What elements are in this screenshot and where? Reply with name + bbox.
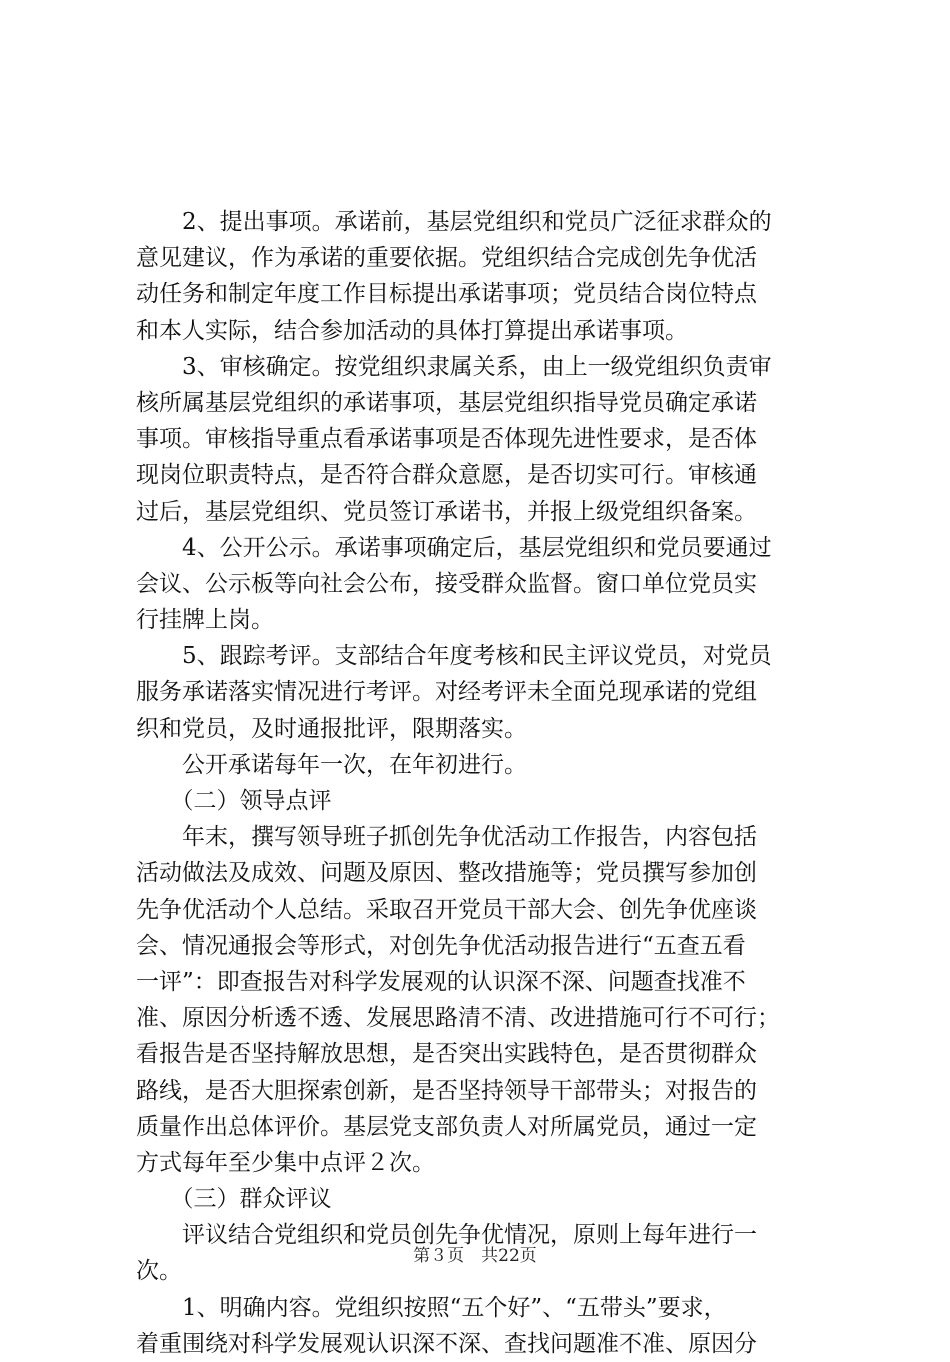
text-line: 4、公开公示。承诺事项确定后，基层党组织和党员要通过 [136,534,772,561]
text-line: 准、原因分析透不透、发展思路清不清、改进措施可行不可行； [136,1005,780,1032]
text-line: 和本人实际，结合参加活动的具体打算提出承诺事项。 [136,317,688,344]
text-line: 事项。审核指导重点看承诺事项是否体现先进性要求，是否体 [136,426,757,453]
text-line: 现岗位职责特点，是否符合群众意愿，是否切实可行。审核通 [136,462,757,489]
text-line: （二）领导点评 [136,788,332,814]
text-line: 2、提出事项。承诺前，基层党组织和党员广泛征求群众的 [136,209,772,235]
text-line: 行挂牌上岗。 [136,607,274,634]
text-line: 着重围绕对科学发展观认识深不深、查找问题准不准、原因分 [136,1330,757,1357]
text-line: 核所属基层党组织的承诺事项，基层党组织指导党员确定承诺 [136,389,757,416]
text-line: 5、跟踪考评。支部结合年度考核和民主评议党员，对党员 [136,643,772,670]
text-line: 一评”：即查报告对科学发展观的认识深不深、问题查找准不 [136,968,746,995]
text-line: 意见建议，作为承诺的重要依据。党组织结合完成创先争优活 [136,245,757,272]
text-line: 1、明确内容。党组织按照“五个好”、“五带头”要求， [136,1294,727,1321]
text-line: 服务承诺落实情况进行考评。对经考评未全面兑现承诺的党组 [136,679,757,706]
text-line: 路线，是否大胆探索创新，是否坚持领导干部带头；对报告的 [136,1077,757,1104]
text-line: 活动做法及成效、问题及原因、整改措施等；党员撰写参加创 [136,860,757,887]
text-line: 先争优活动个人总结。采取召开党员干部大会、创先争优座谈 [136,896,757,923]
text-line: 评议结合党组织和党员创先争优情况，原则上每年进行一 [136,1222,757,1249]
text-line: 年末，撰写领导班子抓创先争优活动工作报告，内容包括 [136,824,757,851]
text-line: 3、审核确定。按党组织隶属关系，由上一级党组织负责审 [136,353,772,380]
text-line: 方式每年至少集中点评２次。 [136,1149,435,1176]
text-line: 过后，基层党组织、党员签订承诺书，并报上级党组织备案。 [136,498,757,525]
text-line: 次。 [136,1258,182,1285]
text-line: 会、情况通报会等形式，对创先争优活动报告进行“五查五看 [136,932,746,959]
page-footer: 第３页 共22页 [413,1246,537,1266]
text-line: 动任务和制定年度工作目标提出承诺事项；党员结合岗位特点 [136,281,757,308]
text-line: 会议、公示板等向社会公布，接受群众监督。窗口单位党员实 [136,570,757,597]
text-line: 看报告是否坚持解放思想，是否突出实践特色，是否贯彻群众 [136,1041,757,1068]
text-line: 公开承诺每年一次，在年初进行。 [136,751,527,778]
document-body [136,204,828,1362]
text-line: （三）群众评议 [136,1186,332,1213]
text-line: 质量作出总体评价。基层党支部负责人对所属党员，通过一定 [136,1113,757,1140]
text-line: 织和党员，及时通报批评，限期落实。 [136,715,527,742]
